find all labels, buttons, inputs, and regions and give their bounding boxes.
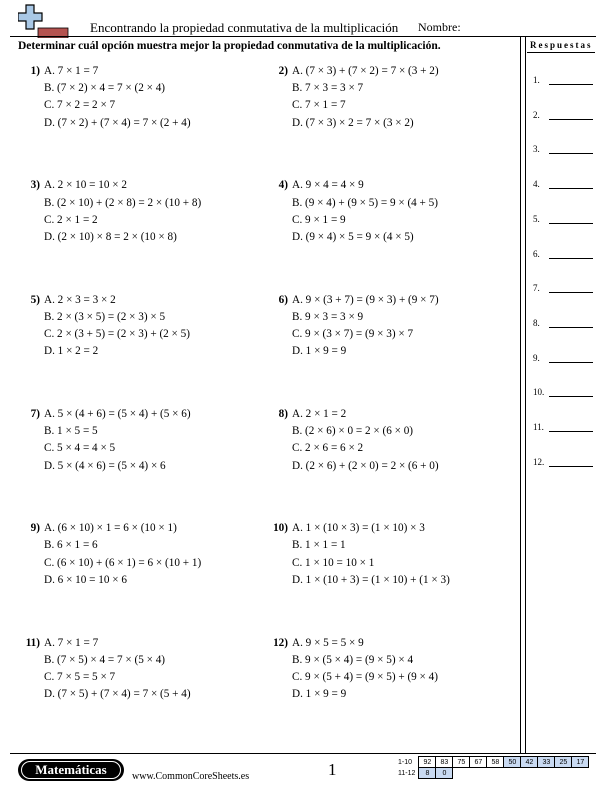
option-d: D. 5 × (4 × 6) = (5 × 4) × 6 <box>44 459 166 472</box>
option-c: C. 5 × 4 = 4 × 5 <box>44 442 116 455</box>
option-d: D. (2 × 10) × 8 = 2 × (10 × 8) <box>44 230 177 243</box>
question-number: 8) <box>278 407 288 420</box>
question-number: 11) <box>25 636 40 649</box>
option-a: A. 9 × 5 = 5 × 9 <box>292 636 364 649</box>
option-c: C. 9 × 1 = 9 <box>292 213 346 226</box>
option-d: D. 1 × 9 = 9 <box>292 688 347 701</box>
answer-blank[interactable] <box>533 249 540 259</box>
score-cell: 50 <box>504 757 521 768</box>
answer-line <box>549 396 593 397</box>
option-d: D. 1 × 9 = 9 <box>292 345 347 358</box>
answers-title: Respuestas <box>530 40 593 50</box>
option-b: B. 1 × 5 = 5 <box>44 425 98 438</box>
answer-line <box>549 362 593 363</box>
option-b: B. 2 × (3 × 5) = (2 × 3) × 5 <box>44 310 166 323</box>
option-b: B. (7 × 2) × 4 = 7 × (2 × 4) <box>44 82 166 95</box>
question-options <box>44 520 201 589</box>
plus-logo-icon <box>18 4 70 38</box>
option-d: D. (7 × 2) + (7 × 4) = 7 × (2 + 4) <box>44 116 191 129</box>
page-number: 1 <box>328 760 337 779</box>
question-number: 10) <box>273 522 288 535</box>
question-number: 12) <box>273 636 288 649</box>
answer-label: 1. <box>533 75 540 85</box>
answer-line <box>549 119 593 120</box>
answer-label: 8. <box>533 317 540 328</box>
score-row-label: 1-10 <box>398 758 413 766</box>
question-options <box>44 292 190 361</box>
answer-label: 2. <box>533 109 540 120</box>
answer-blank[interactable] <box>533 318 540 328</box>
question-options <box>44 63 191 132</box>
answer-line <box>549 466 593 467</box>
option-a: A. 2 × 1 = 2 <box>292 407 347 420</box>
score-cell: 0 <box>436 768 453 779</box>
score-cell: 67 <box>470 757 487 768</box>
option-d: D. (2 × 6) + (2 × 0) = 2 × (6 + 0) <box>292 459 439 472</box>
name-label: Nombre: <box>418 20 461 34</box>
option-c: C. 9 × (3 × 7) = (9 × 3) × 7 <box>292 328 414 340</box>
option-a: A. 2 × 10 = 10 × 2 <box>44 179 127 192</box>
score-cell: 75 <box>453 757 470 768</box>
score-cell: 25 <box>555 757 572 768</box>
answer-blank[interactable] <box>533 144 540 154</box>
question-number: 2) <box>278 65 288 77</box>
answer-line <box>549 327 593 328</box>
brand-badge <box>18 759 124 781</box>
option-d: D. (7 × 3) × 2 = 7 × (3 × 2) <box>292 116 414 129</box>
question-options <box>44 635 191 704</box>
answer-label: 6. <box>533 248 540 259</box>
option-c: C. 2 × 6 = 6 × 2 <box>292 442 364 455</box>
answer-line <box>549 84 593 85</box>
option-b: B. 9 × (5 × 4) = (9 × 5) × 4 <box>292 653 414 666</box>
question-options <box>292 406 439 475</box>
option-a: A. 1 × (10 × 3) = (1 × 10) × 3 <box>292 522 425 535</box>
option-a: A. 5 × (4 + 6) = (5 × 4) + (5 × 6) <box>44 407 191 420</box>
question-options <box>44 177 201 246</box>
option-a: A. 9 × 4 = 4 × 9 <box>292 179 364 192</box>
option-a: A. 2 × 3 = 3 × 2 <box>44 293 116 306</box>
header-divider <box>10 36 596 37</box>
option-b: B. 9 × 3 = 3 × 9 <box>292 310 364 323</box>
option-c: C. 1 × 10 = 10 × 1 <box>292 556 375 569</box>
answers-title-underline <box>527 52 595 53</box>
question-options <box>44 406 191 475</box>
instructions: Determinar cuál opción muestra mejor la propiedad conmutativa de la multiplicación. <box>18 40 441 52</box>
answer-blank[interactable] <box>533 110 540 120</box>
question-number: 7) <box>30 407 40 420</box>
answer-line <box>549 188 593 189</box>
answer-blank[interactable] <box>533 179 540 189</box>
question-options <box>292 63 439 132</box>
option-d: D. 1 × 2 = 2 <box>44 345 99 358</box>
option-c: C. 2 × 1 = 2 <box>44 213 98 226</box>
score-cell: 8 <box>419 768 436 779</box>
score-table <box>396 756 589 779</box>
answer-label: 7. <box>533 283 540 294</box>
worksheet-title: Encontrando la propiedad conmutativa de la multiplicación <box>90 20 399 35</box>
answer-blank[interactable] <box>533 283 540 293</box>
answer-label: 10. <box>533 387 545 398</box>
score-cell: 58 <box>487 757 504 768</box>
answer-label: 9. <box>533 352 540 363</box>
option-c: C. 7 × 5 = 5 × 7 <box>44 670 116 683</box>
option-d: D. (9 × 4) × 5 = 9 × (4 × 5) <box>292 230 414 243</box>
answer-line <box>549 431 593 432</box>
answer-blank[interactable] <box>533 422 544 432</box>
question-number: 5) <box>30 293 40 306</box>
option-d: D. 1 × (10 + 3) = (1 × 10) + (1 × 3) <box>292 573 450 586</box>
answer-column-divider-outer <box>520 37 521 753</box>
question-number: 4) <box>278 179 288 192</box>
answer-blank[interactable] <box>533 387 544 397</box>
question-number: 1) <box>30 65 40 77</box>
option-c: C. 7 × 2 = 2 × 7 <box>44 99 116 112</box>
answer-blank[interactable] <box>533 214 540 224</box>
answer-blank[interactable] <box>533 457 544 467</box>
option-a: A. 7 × 1 = 7 <box>44 65 99 77</box>
option-b: B. 6 × 1 = 6 <box>44 539 98 552</box>
score-spacer <box>453 768 589 779</box>
answer-blank[interactable] <box>533 75 540 85</box>
option-b: B. (2 × 10) + (2 × 8) = 2 × (10 + 8) <box>44 196 202 209</box>
question-options <box>292 520 450 589</box>
score-row <box>396 768 589 779</box>
option-b: B. 1 × 1 = 1 <box>292 539 346 552</box>
question-options <box>292 292 439 361</box>
option-b: B. (7 × 5) × 4 = 7 × (5 × 4) <box>44 653 166 666</box>
option-c: C. 7 × 1 = 7 <box>292 99 346 112</box>
score-cell: 42 <box>521 757 538 768</box>
question-number: 3) <box>30 179 40 192</box>
question-number: 6) <box>278 293 288 306</box>
question-options <box>292 635 438 704</box>
answer-label: 4. <box>533 179 540 190</box>
score-row <box>396 757 589 768</box>
answer-label: 5. <box>533 213 540 224</box>
score-cell: 92 <box>419 757 436 768</box>
answer-label: 11. <box>533 422 544 432</box>
option-a: A. 7 × 1 = 7 <box>44 636 99 649</box>
answer-line <box>549 223 593 224</box>
option-b: B. (2 × 6) × 0 = 2 × (6 × 0) <box>292 425 414 438</box>
website-label: www.CommonCoreSheets.es <box>132 771 250 782</box>
answer-blank[interactable] <box>533 353 540 363</box>
score-row-label: 11-12 <box>398 769 416 777</box>
option-a: A. (7 × 3) + (7 × 2) = 7 × (3 + 2) <box>292 65 439 77</box>
question-number: 9) <box>30 522 40 535</box>
brand-label: Matemáticas <box>21 761 121 779</box>
option-c: C. 9 × (5 + 4) = (9 × 5) + (9 × 4) <box>292 670 438 683</box>
option-c: C. 2 × (3 + 5) = (2 × 3) + (2 × 5) <box>44 328 190 340</box>
option-a: A. (6 × 10) × 1 = 6 × (10 × 1) <box>44 522 177 535</box>
answer-label: 12. <box>533 456 545 467</box>
score-cell: 83 <box>436 757 453 768</box>
answer-line <box>549 258 593 259</box>
footer-divider <box>10 753 596 754</box>
answer-line <box>549 292 593 293</box>
option-b: B. (9 × 4) + (9 × 5) = 9 × (4 + 5) <box>292 196 438 209</box>
question-options <box>292 177 438 246</box>
answer-label: 3. <box>533 144 540 155</box>
option-a: A. 9 × (3 + 7) = (9 × 3) + (9 × 7) <box>292 293 439 306</box>
option-c: C. (6 × 10) + (6 × 1) = 6 × (10 + 1) <box>44 556 202 569</box>
answer-column-divider-inner <box>525 37 526 753</box>
score-cell: 17 <box>572 757 589 768</box>
option-d: D. 6 × 10 = 10 × 6 <box>44 573 127 586</box>
answer-line <box>549 153 593 154</box>
score-cell: 33 <box>538 757 555 768</box>
option-b: B. 7 × 3 = 3 × 7 <box>292 82 364 95</box>
option-d: D. (7 × 5) + (7 × 4) = 7 × (5 + 4) <box>44 688 191 701</box>
